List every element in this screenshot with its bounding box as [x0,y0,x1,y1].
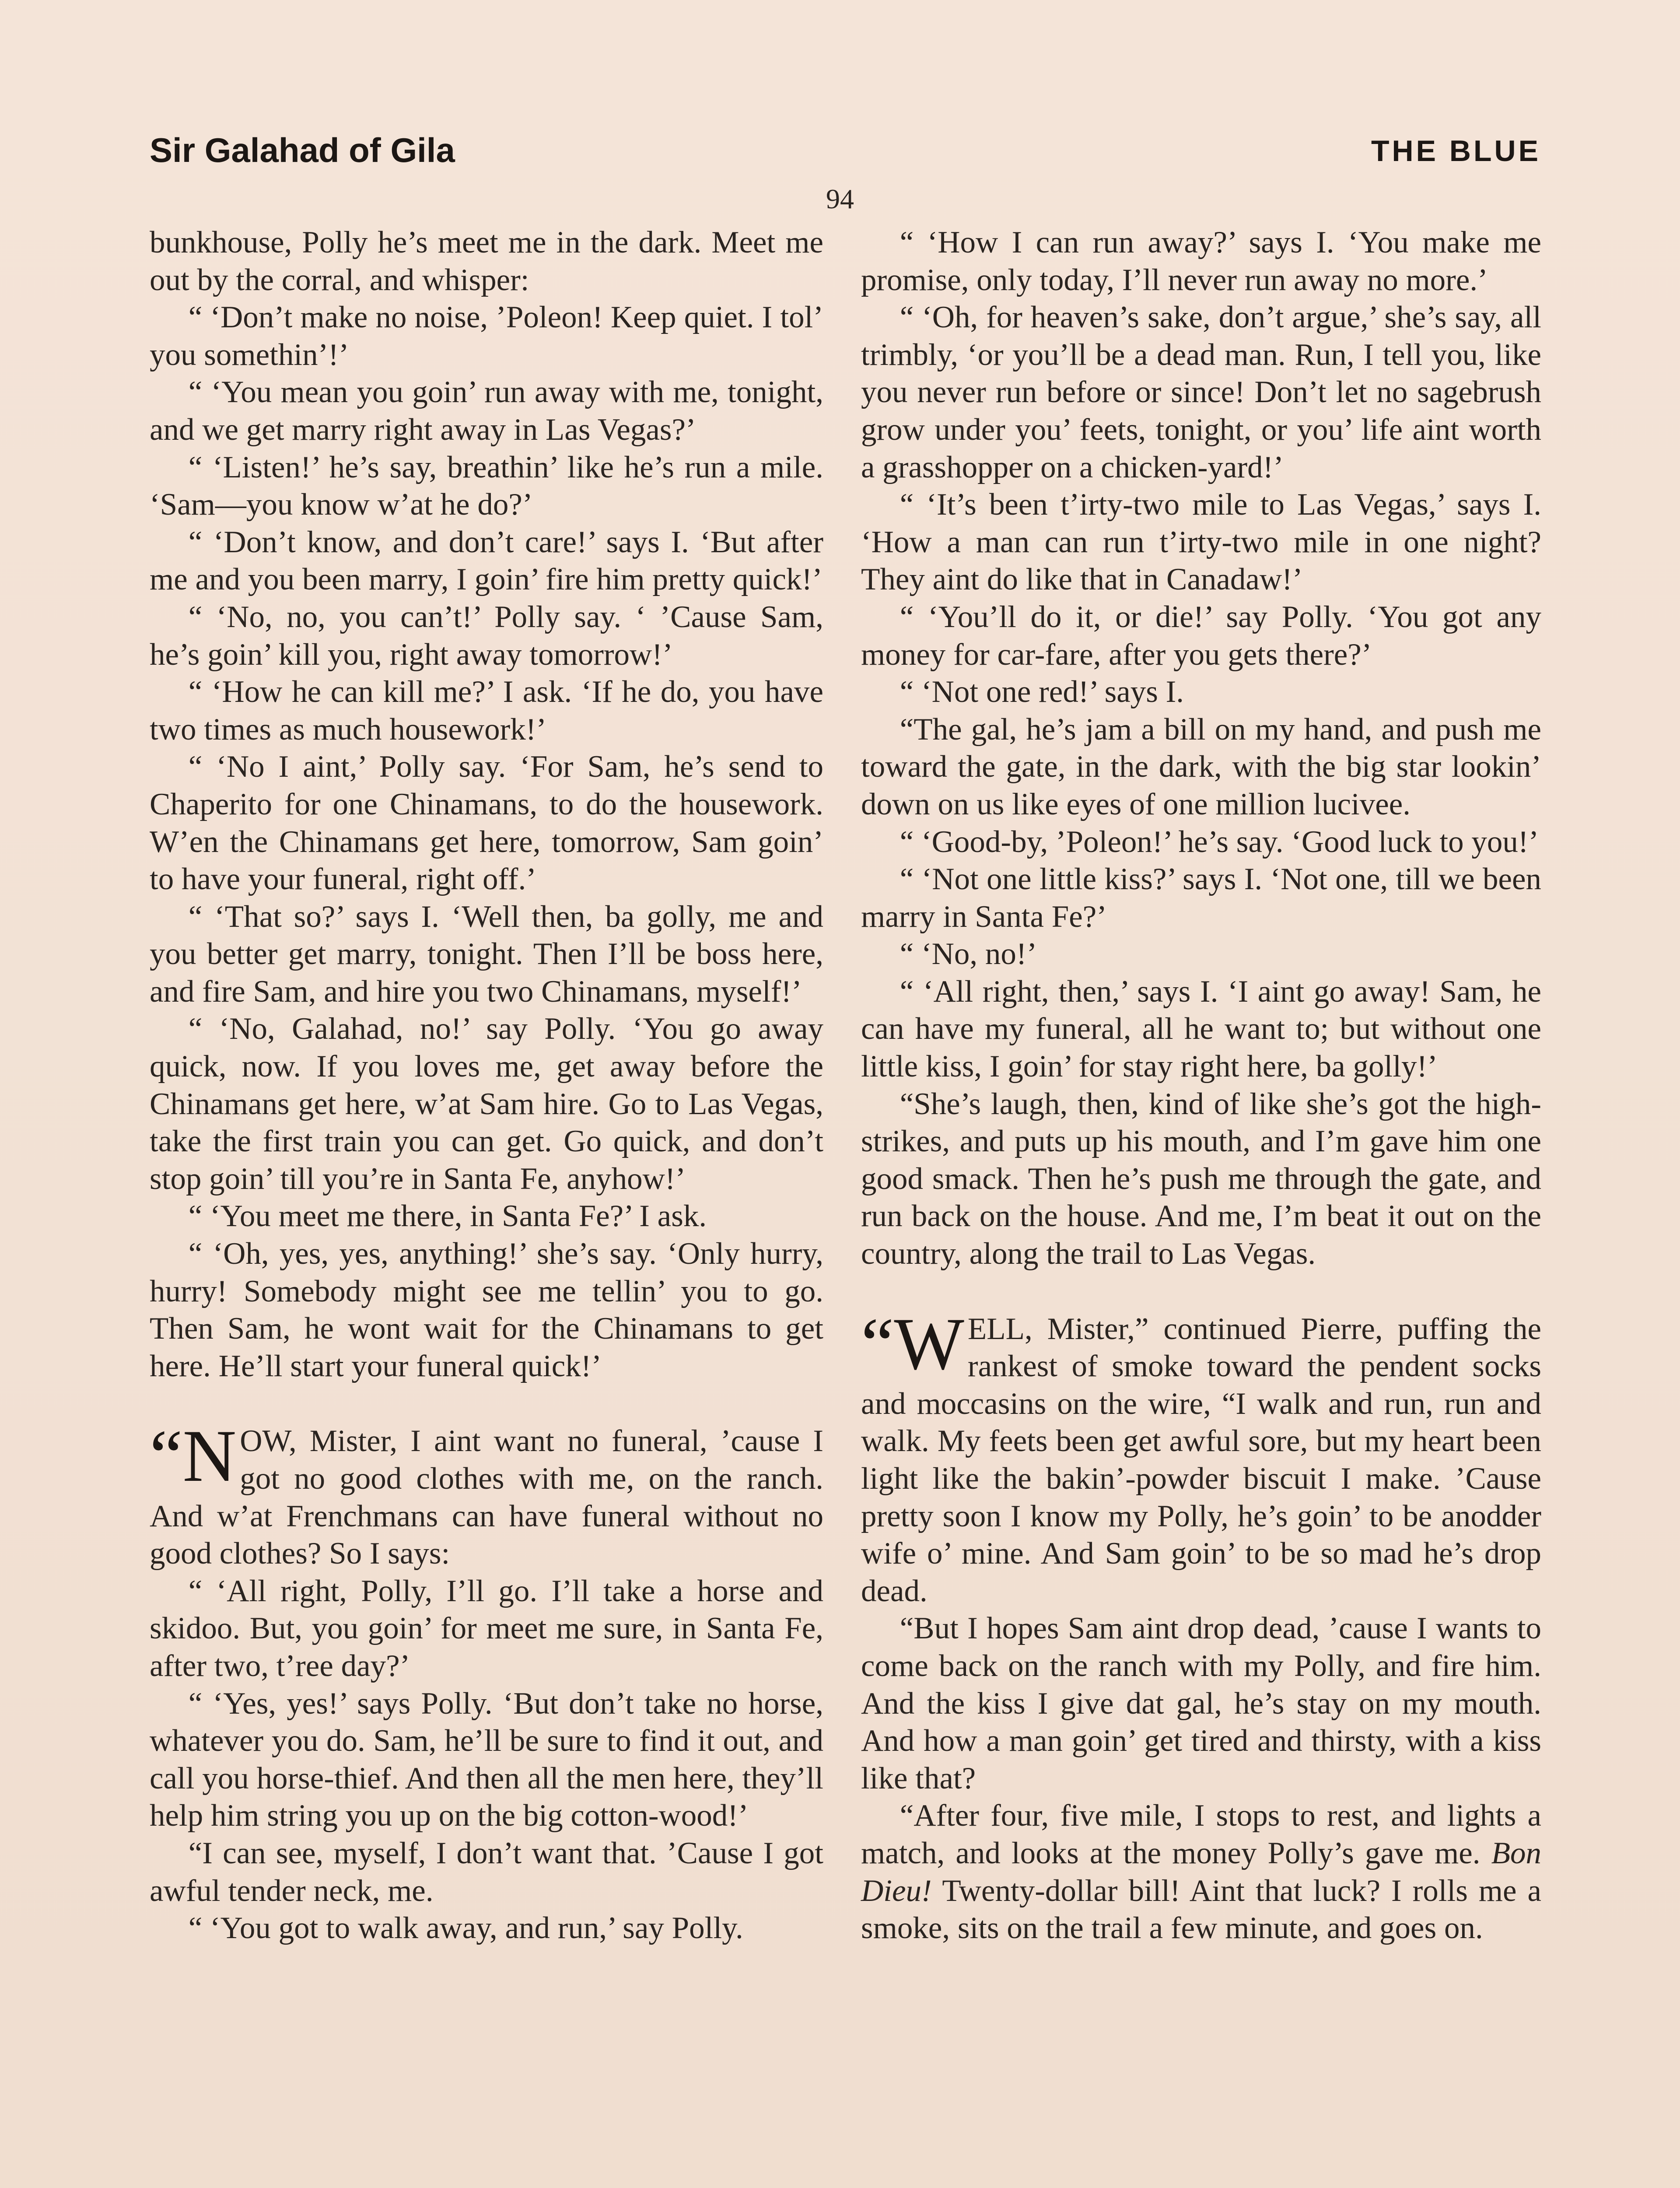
right-text-column [861,224,1541,1947]
paragraph: “ ‘Listen!’ he’s say, breathin’ like he’s run a mile. ‘Sam—you know w’at he do?’ [150,450,823,522]
paragraph: bunkhouse, Polly he’s meet me in the dark. Meet me out by the corral, and whisper: [150,225,823,297]
magazine-name: THE BLUE [1371,134,1541,168]
paragraph: “ ‘Not one little kiss?’ says I. ‘Not one, till we been marry in Santa Fe?’ [861,862,1541,934]
paragraph-text: Twenty-dollar bill! Aint that luck? I rolls me a smoke, sits on the trail a few minute, and goes on. [861,1873,1541,1946]
paragraph: “ ‘No, no, you can’t!’ Polly say. ‘ ’Cause Sam, he’s goin’ kill you, right away tomorrow!’ [150,600,823,672]
paragraph: “ ‘How he can kill me?’ I ask. ‘If he do, you have two times as much housework!’ [150,675,823,747]
paragraph: “She’s laugh, then, kind of like she’s got the high-strikes, and puts up his mouth, and I’m gave him one good smack. Then he’s push me through the gate, and run back on the house. And me, I’m beat it out on the country, along the trail to Las Vegas. [861,1087,1541,1271]
paragraph: “ ‘No, no!’ [900,937,1037,971]
paragraph: “I can see, myself, I don’t want that. ’Cause I got awful tender neck, me. [150,1836,823,1908]
page-number: 94 [826,183,854,214]
paragraph: “ ‘Don’t make no noise, ’Poleon! Keep quiet. I tol’ you somethin’!’ [150,300,823,372]
paragraph: “ ‘How I can run away?’ says I. ‘You make me promise, only today, I’ll never run away no more.’ [861,225,1541,297]
paragraph: “ ‘Yes, yes!’ says Polly. ‘But don’t take no horse, whatever you do. Sam, he’ll be sure to find it out, and call you horse-thief. And then all the men here, they’ll help him string you up on the big cotton-wood!’ [150,1686,823,1833]
paragraph: “ ‘You got to walk away, and run,’ say Polly. [188,1911,743,1946]
paragraph [861,1302,1541,1610]
paragraph: “ ‘Oh, for heaven’s sake, don’t argue,’ she’s say, all trimbly, ‘or you’ll be a dead man. Run, I tell you, like you never run before or since! Don’t let no sagebrush grow under you’ feets, tonight, or you’ life aint worth a grasshopper on a chicken-yard!’ [861,300,1541,484]
paragraph: “ ‘No, Galahad, no!’ say Polly. ‘You go away quick, now. If you loves me, get away before the Chinamans get here, w’at Sam hire. Go to Las Vegas, take the first train you can get. Go quick, and don’t stop goin’ till you’re in Santa Fe, anyhow!’ [150,1012,823,1196]
paragraph [861,1797,1541,1947]
paragraph: “ ‘All right, Polly, I’ll go. I’ll take a horse and skidoo. But, you goin’ for meet me sure, in Santa Fe, after two, t’ree day?’ [150,1574,823,1683]
italic-phrase: Bon Dieu! [861,1836,1541,1908]
paragraph: “ ‘Good-by, ’Poleon!’ he’s say. ‘Good luck to you!’ [900,824,1539,859]
running-title: Sir Galahad of Gila [150,131,455,169]
paragraph-text: ELL, Mister,” continued Pierre, puffing the rankest of smoke toward the pendent socks and moccasins on the wire, “I walk and run, run and walk. My feets been get awful sore, but my heart been light like the bakin’-powder biscuit I make. ’Cause pretty soon I know my Polly, he’s goin’ to be anodder wife o’ mine. And Sam goin’ to be so mad he’s drop dead. [861,1311,1541,1608]
paragraph: “ ‘No I aint,’ Polly say. ‘For Sam, he’s send to Chaperito for one Chinamans, to do the housework. W’en the Chinamans get here, tomorrow, Sam goin’ to have your funeral, right off.’ [150,750,823,897]
paragraph-text: OW, Mister, I aint want no funeral, ’cause I got no good clothes with me, on the ranch. And w’at Frenchmans can have funeral without no good clothes? So I says: [150,1424,823,1571]
paragraph: “ ‘You’ll do it, or die!’ say Polly. ‘You got any money for car-fare, after you gets there?’ [861,600,1541,672]
paragraph: “ ‘You meet me there, in Santa Fe?’ I ask. [188,1199,707,1234]
paragraph: “ ‘That so?’ says I. ‘Well then, ba golly, me and you better get marry, tonight. Then I’ll be boss here, and fire Sam, and hire you two Chinamans, myself!’ [150,899,823,1009]
paragraph: “ ‘Don’t know, and don’t care!’ says I. ‘But after me and you been marry, I goin’ fire him pretty quick!’ [150,525,823,597]
paragraph-text: “After four, five mile, I stops to rest, and lights a match, and looks at the money Polly’s gave me. [861,1799,1541,1870]
paragraph: “ ‘Oh, yes, yes, anything!’ she’s say. ‘Only hurry, hurry! Somebody might see me tellin’ you to go. Then Sam, he wont wait for the Chinamans to get here. He’ll start your funeral quick!’ [150,1237,823,1383]
paragraph: “ ‘Not one red!’ says I. [900,675,1184,709]
paragraph: “ ‘All right, then,’ says I. ‘I aint go away! Sam, he can have my funeral, all he want to; but without one little kiss, I goin’ for stay right here, ba golly!’ [861,974,1541,1084]
drop-cap: “N [150,1415,237,1497]
paragraph: “The gal, he’s jam a bill on my hand, and push me toward the gate, in the dark, with the big star lookin’ down on us like eyes of one million lucivee. [861,712,1541,821]
drop-cap: “W [861,1302,964,1385]
paragraph: “ ‘You mean you goin’ run away with me, tonight, and we get marry right away in Las Vegas?’ [150,375,823,447]
paragraph [150,1415,823,1572]
left-text-column [150,224,823,1947]
paragraph: “But I hopes Sam aint drop dead, ’cause I wants to come back on the ranch with my Polly, and fire him. And the kiss I give dat gal, he’s stay on my mouth. And how a man goin’ get tired and thirsty, with a kiss like that? [861,1611,1541,1795]
paragraph: “ ‘It’s been t’irty-two mile to Las Vegas,’ says I. ‘How a man can run t’irty-two mile in one night? They aint do like that in Canadaw!’ [861,487,1541,597]
